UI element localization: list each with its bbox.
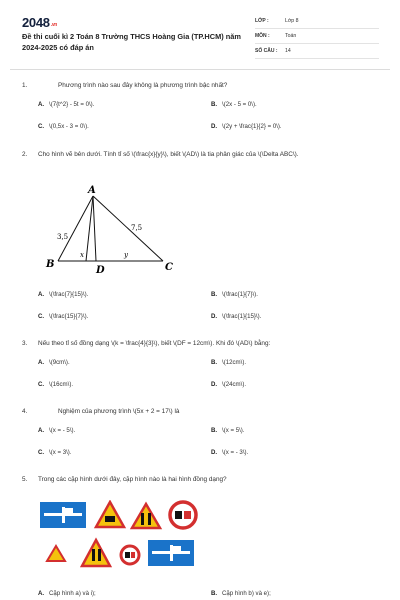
side-ab-length: 3,5: [57, 233, 69, 241]
answer-option[interactable]: B. Cặp hình b) và e);: [211, 590, 271, 597]
question-3: 3. Nếu theo tỉ số đồng dạng \(k = \frac{4}{3}\), biết \(DF = 12cm\). Khi đó \(AD\) bằng:: [22, 340, 271, 347]
answer-option[interactable]: B. \(12cm\).: [211, 359, 247, 366]
answer-option[interactable]: B. \(\frac{1}{7}\).: [211, 291, 258, 298]
sign-f-icon: [82, 540, 110, 566]
meta-class: LỚP : Lớp 8: [255, 14, 379, 29]
answer-option[interactable]: D. \(24cm\).: [211, 381, 247, 388]
answer-option[interactable]: C. \(\frac{15}{7}\).: [38, 313, 89, 320]
answer-option[interactable]: D. \(2y + \frac{1}{2} = 0\).: [211, 123, 282, 130]
page-title: Đề thi cuối kì 2 Toán 8 Trường THCS Hoàng Gia (TP.HCM) năm 2024-2025 có đáp án: [22, 32, 241, 52]
answer-option[interactable]: A. \(\frac{7}{15}\).: [38, 291, 89, 298]
answer-option[interactable]: B. \(2x - 5 = 0\).: [211, 101, 257, 108]
segment-x-label: x: [80, 251, 84, 259]
answer-option[interactable]: D. \(\frac{1}{15}\).: [211, 313, 262, 320]
answer-option[interactable]: A. \(x = - 5\).: [38, 427, 76, 434]
segment-y-label: y: [124, 251, 128, 259]
sign-g-icon: [121, 546, 139, 564]
meta-question-count: SỐ CÂU : 14: [255, 44, 379, 59]
header-divider: [10, 69, 390, 70]
sign-d-icon: [170, 502, 196, 528]
site-logo[interactable]: $2048^{.vn}$: [22, 15, 58, 30]
answer-option[interactable]: C. \(x = 3\).: [38, 449, 72, 456]
sign-c-icon: [132, 504, 160, 528]
sign-h-icon: [148, 540, 194, 566]
answer-option[interactable]: B. \(x = 5\).: [211, 427, 245, 434]
question-4: 4. Nghiệm của phương trình \(5x + 2 = 17\) là: [22, 408, 180, 415]
answer-option[interactable]: D. \(x = - 3\).: [211, 449, 249, 456]
sign-e-icon: [47, 546, 65, 561]
question-5: 5. Trong các cặp hình dưới đây, cặp hình nào là hai hình đồng dạng?: [22, 476, 227, 483]
meta-subject: MÔN : Toán: [255, 29, 379, 44]
answer-option[interactable]: A. \(9cm\).: [38, 359, 70, 366]
question-2: 2. Cho hình vẽ bên dưới. Tính tỉ số \(\frac{x}{y}\), biết \(AD\) là tia phân giác của \(\Delta ABC\).: [22, 151, 299, 158]
traffic-signs-figure: [38, 500, 218, 585]
vertex-a-label: A: [88, 185, 96, 196]
side-ac-length: 7,5: [131, 224, 143, 232]
triangle-figure: [38, 178, 178, 278]
vertex-b-label: B: [46, 259, 55, 270]
question-1: 1. Phương trình nào sau đây không là phương trình bậc nhất?: [22, 82, 228, 89]
answer-option[interactable]: A. Cặp hình a) và i);: [38, 590, 96, 597]
answer-option[interactable]: A. \(7{t^2} - 5t = 0\).: [38, 101, 95, 108]
vertex-c-label: C: [165, 262, 173, 273]
answer-option[interactable]: C. \(16cm\).: [38, 381, 74, 388]
answer-option[interactable]: C. \(0,5x - 3 = 0\).: [38, 123, 89, 130]
exam-meta: [255, 14, 379, 59]
sign-b-icon: [96, 502, 124, 527]
sign-a-icon: [40, 502, 86, 528]
point-d-label: D: [96, 265, 105, 276]
